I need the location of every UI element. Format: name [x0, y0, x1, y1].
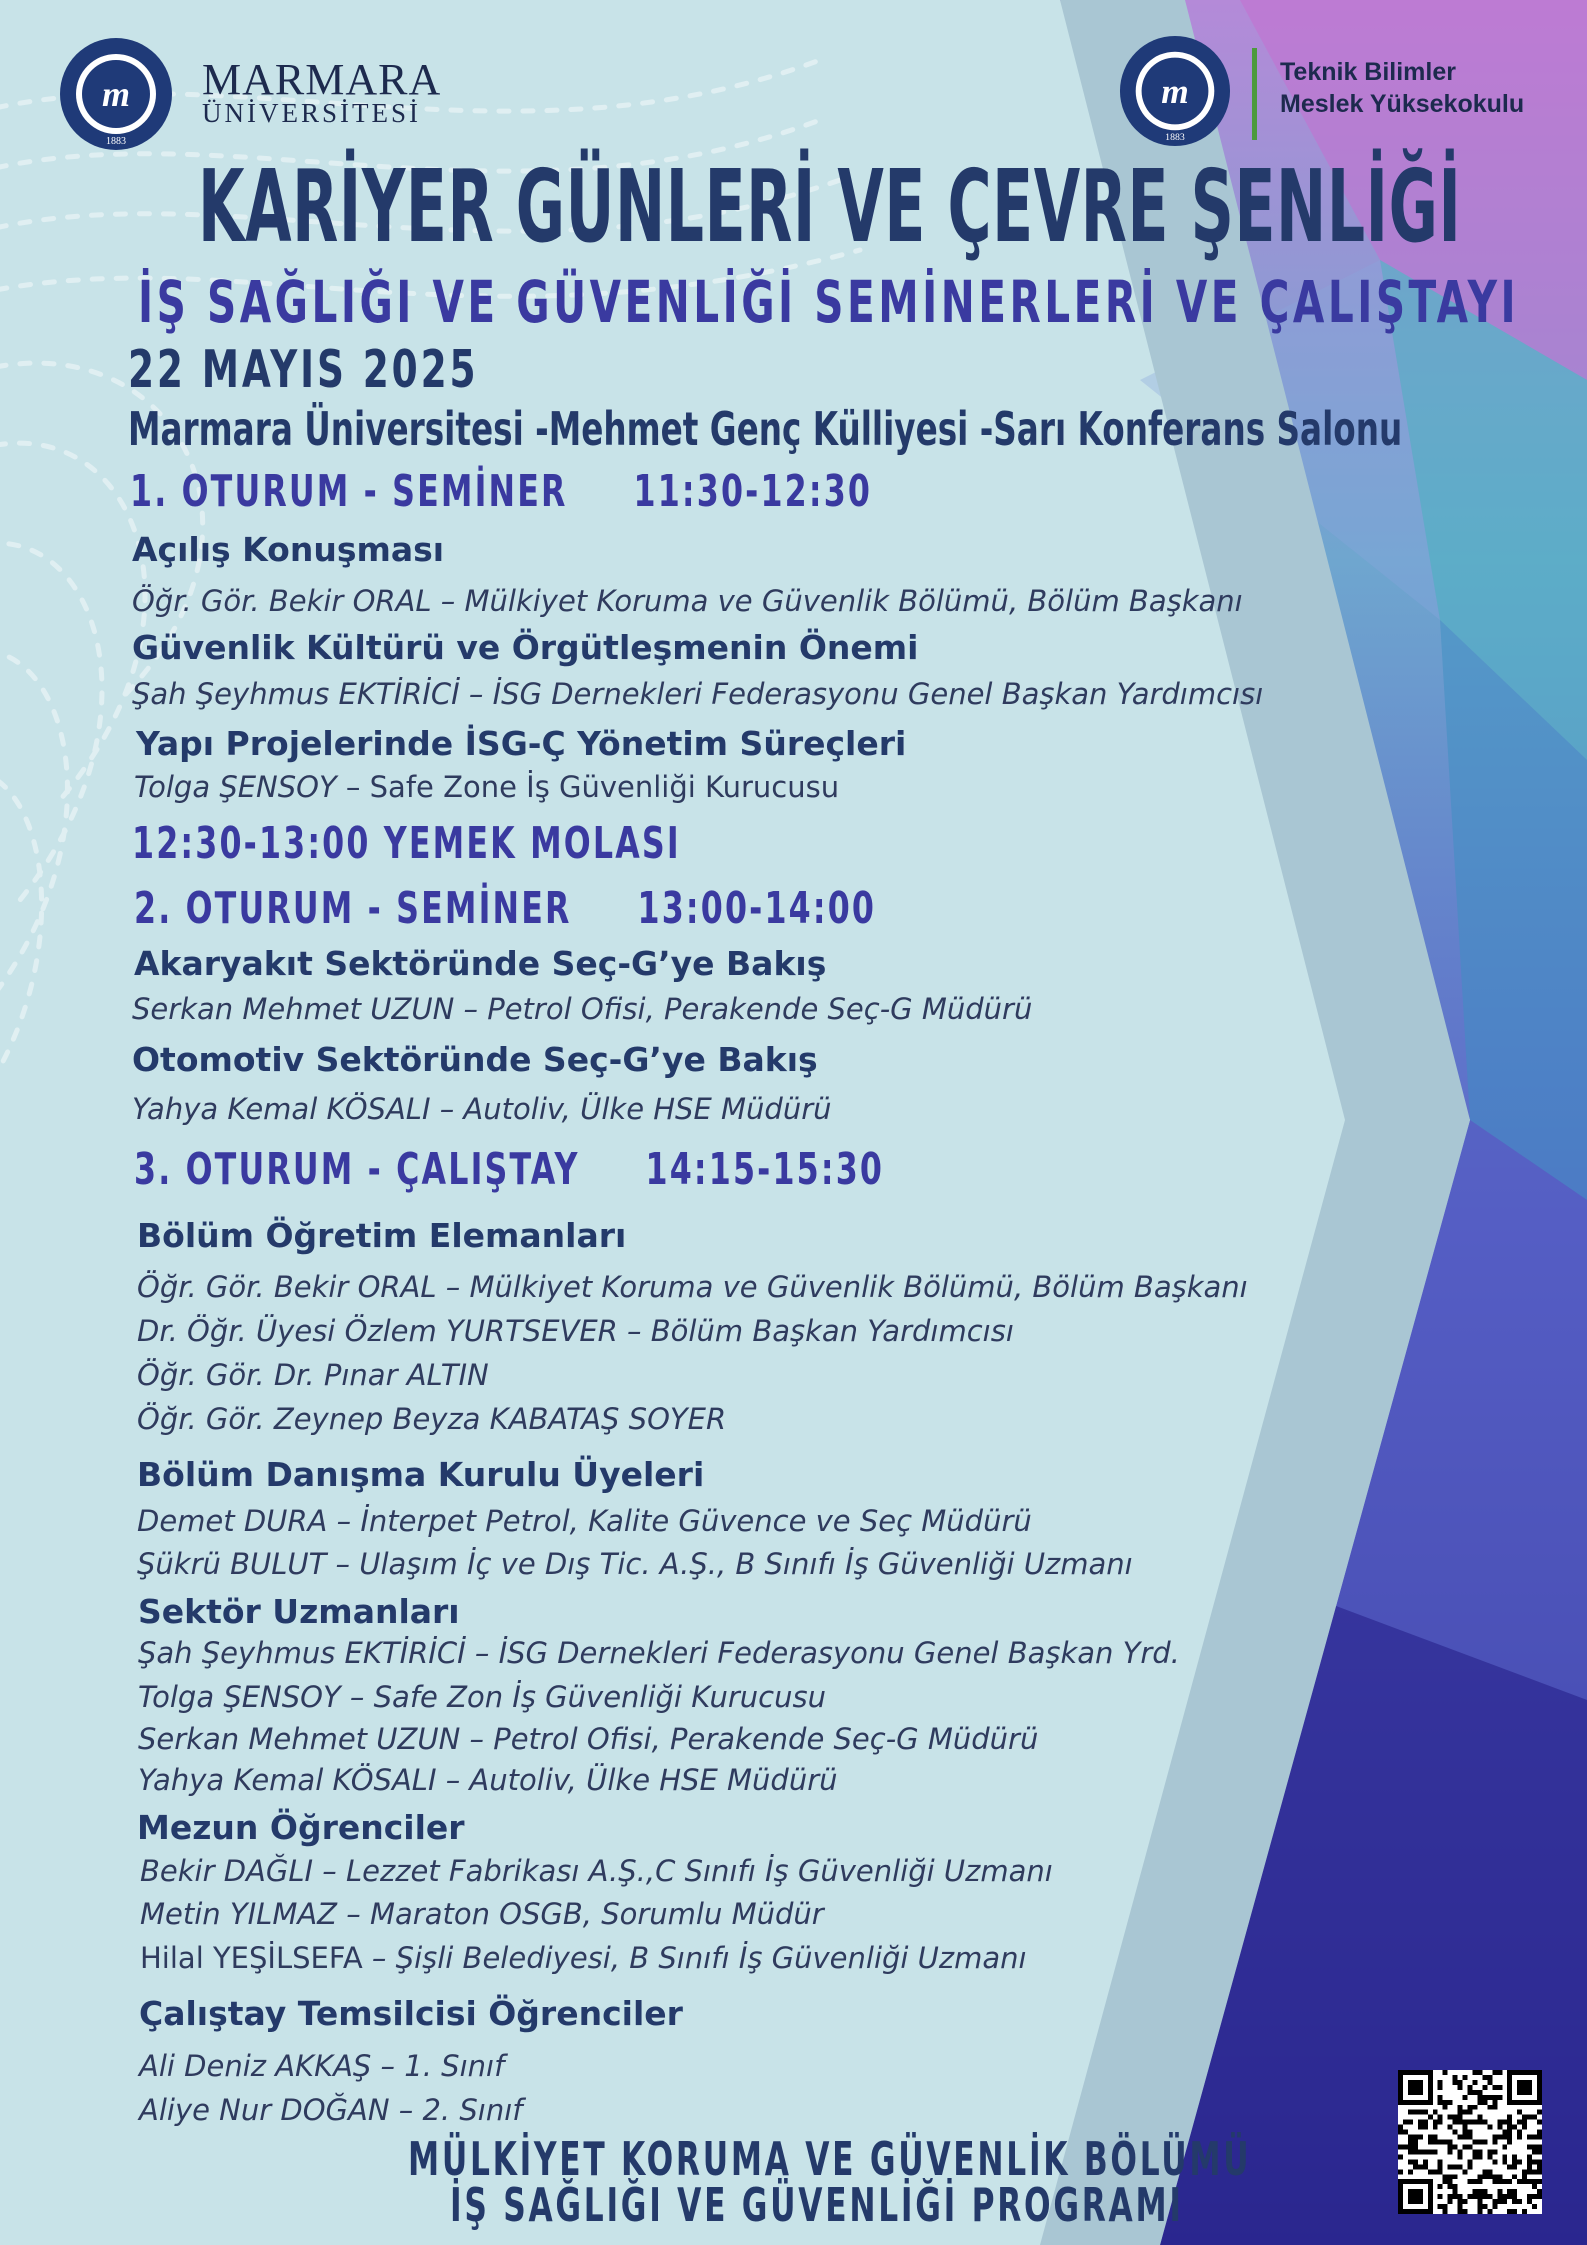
group-advisory-member: Şükrü BULUT – Ulaşım İç ve Dış Tic. A.Ş., B Sınıfı İş Güvenliği Uzmanı	[137, 1547, 1133, 1581]
svg-text:1883: 1883	[1165, 132, 1185, 144]
footer-department: MÜLKİYET KORUMA VE GÜVENLİK BÖLÜMÜ	[408, 2132, 1252, 2186]
group-faculty-title: Bölüm Öğretim Elemanları	[137, 1216, 627, 1255]
group-advisory-member: Demet DURA – İnterpet Petrol, Kalite Güvence ve Seç Müdürü	[137, 1504, 1032, 1538]
university-seal-icon	[58, 36, 174, 152]
session1-talk1-speaker: Öğr. Gör. Bekir ORAL – Mülkiyet Koruma ve Güvenlik Bölümü, Bölüm Başkanı	[132, 584, 1243, 618]
qr-code-icon	[1398, 2070, 1542, 2214]
footer	[300, 2132, 1280, 2232]
session1-talk1-title: Açılış Konuşması	[132, 530, 445, 569]
session1-talk3-title: Yapı Projelerinde İSG-Ç Yönetim Süreçleri	[136, 724, 907, 763]
group-students-title: Çalıştay Temsilcisi Öğrenciler	[139, 1994, 683, 2033]
session1-talk2-speaker: Şah Şeyhmus EKTİRİCİ – İSG Dernekleri Federasyonu Genel Başkan Yardımcısı	[132, 677, 1264, 711]
university-subname: ÜNİVERSİTESİ	[202, 98, 421, 128]
group-experts-member: Tolga ŞENSOY – Safe Zon İş Güvenliği Kurucusu	[138, 1680, 826, 1714]
group-experts-title: Sektör Uzmanları	[138, 1592, 460, 1631]
group-experts-member: Şah Şeyhmus EKTİRİCİ – İSG Dernekleri Federasyonu Genel Başkan Yrd.	[138, 1636, 1180, 1670]
session2-heading: 2. OTURUM - SEMİNER 13:00-14:00	[134, 883, 877, 934]
group-experts-member: Serkan Mehmet UZUN – Petrol Ofisi, Perakende Seç-G Müdürü	[138, 1722, 1039, 1756]
qr-code[interactable]	[1398, 2070, 1542, 2214]
group-faculty-member: Öğr. Gör. Dr. Pınar ALTIN	[137, 1358, 489, 1392]
svg-text:1883: 1883	[106, 136, 126, 147]
group-alumni-member: Bekir DAĞLI – Lezzet Fabrikası A.Ş.,C Sınıfı İş Güvenliği Uzmanı	[140, 1854, 1053, 1888]
school-name-line2: Meslek Yüksekokulu	[1280, 90, 1525, 118]
member-role: – Şişli Belediyesi, B Sınıfı İş Güvenliği Uzmanı	[362, 1941, 1027, 1975]
school-divider	[1252, 48, 1257, 140]
event-title: KARİYER GÜNLERİ VE ÇEVRE ŞENLİĞİ	[198, 148, 1462, 265]
footer-program: İŞ SAĞLIĞI VE GÜVENLİĞİ PROGRAMI	[450, 2178, 1184, 2232]
school-name-line1: Teknik Bilimler	[1280, 58, 1456, 86]
session1-talk2-title: Güvenlik Kültürü ve Örgütleşmenin Önemi	[132, 628, 919, 667]
session2-talk2-title: Otomotiv Sektöründe Seç-G’ye Bakış	[132, 1040, 818, 1079]
svg-text:m: m	[1161, 70, 1189, 111]
group-students-member: Ali Deniz AKKAŞ – 1. Sınıf	[139, 2049, 505, 2083]
marmara-logo	[58, 36, 174, 152]
group-students-member: Aliye Nur DOĞAN – 2. Sınıf	[139, 2093, 523, 2127]
session2-talk1-title: Akaryakıt Sektöründe Seç-G’ye Bakış	[134, 944, 827, 983]
event-date: 22 MAYIS 2025	[128, 340, 479, 400]
group-alumni-member	[140, 1941, 1027, 1975]
speaker-name: Tolga ŞENSOY	[134, 770, 337, 804]
group-faculty-member: Öğr. Gör. Zeynep Beyza KABATAŞ SOYER	[137, 1402, 727, 1436]
group-experts-member: Yahya Kemal KÖSALI – Autoliv, Ülke HSE Müdürü	[138, 1763, 838, 1797]
svg-text:m: m	[101, 74, 131, 114]
session1-talk3-speaker	[134, 770, 839, 804]
lunch-break: 12:30-13:00 YEMEK MOLASI	[132, 818, 681, 869]
event-subtitle: İŞ SAĞLIĞI VE GÜVENLİĞİ SEMİNERLERİ VE ÇALIŞTAYI	[138, 268, 1520, 336]
group-faculty-member: Öğr. Gör. Bekir ORAL – Mülkiyet Koruma ve Güvenlik Bölümü, Bölüm Başkanı	[137, 1270, 1248, 1304]
session1-heading: 1. OTURUM - SEMİNER 11:30-12:30	[130, 466, 873, 517]
member-name: Hilal YEŞİLSEFA	[140, 1941, 363, 1975]
school-seal	[1118, 34, 1232, 148]
group-faculty-member: Dr. Öğr. Üyesi Özlem YURTSEVER – Bölüm Başkan Yardımcısı	[137, 1314, 1014, 1348]
session2-talk2-speaker: Yahya Kemal KÖSALI – Autoliv, Ülke HSE Müdürü	[132, 1092, 832, 1126]
session3-heading: 3. OTURUM - ÇALIŞTAY 14:15-15:30	[134, 1144, 885, 1195]
school-seal-icon	[1118, 34, 1232, 148]
group-advisory-title: Bölüm Danışma Kurulu Üyeleri	[137, 1455, 705, 1494]
group-alumni-title: Mezun Öğrenciler	[137, 1808, 465, 1847]
event-venue: Marmara Üniversitesi -Mehmet Genç Külliyesi -Sarı Konferans Salonu	[128, 402, 1403, 456]
university-name: MARMARA	[202, 55, 442, 104]
session2-talk1-speaker: Serkan Mehmet UZUN – Petrol Ofisi, Perakende Seç-G Müdürü	[132, 992, 1033, 1026]
speaker-role: – Safe Zone İş Güvenliği Kurucusu	[336, 770, 840, 804]
group-alumni-member: Metin YILMAZ – Maraton OSGB, Sorumlu Müdür	[140, 1897, 824, 1931]
